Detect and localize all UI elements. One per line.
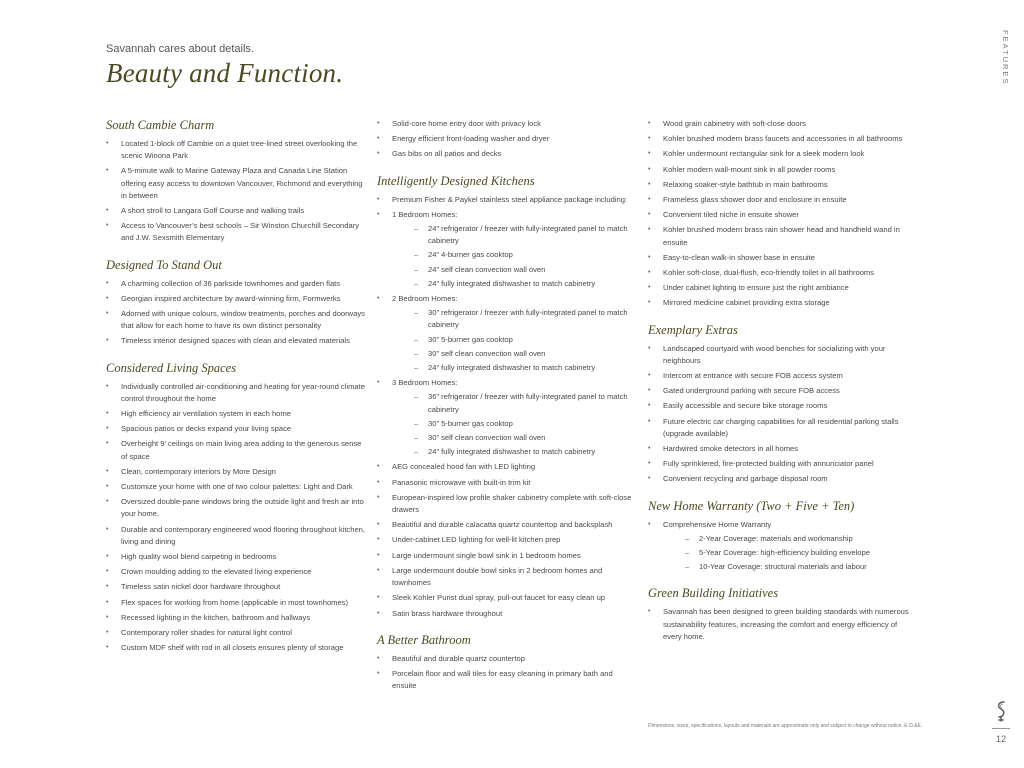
section-heading: Green Building Initiatives	[648, 586, 779, 601]
feature-item-text: 2 Bedroom Homes:	[392, 294, 458, 304]
feature-section	[106, 118, 366, 245]
feature-item	[106, 466, 366, 478]
feature-item-text: Mirrored medicine cabinet providing extra storage	[663, 298, 830, 308]
feature-item-text: Gas bibs on all patios and decks	[392, 149, 502, 159]
feature-item	[377, 653, 637, 665]
feature-item	[377, 461, 637, 473]
feature-item	[377, 565, 637, 589]
section-heading: Intelligently Designed Kitchens	[377, 173, 535, 188]
feature-subitem: – 24” refrigerator / freezer with fully-integrated panel to match cabinetry	[406, 223, 637, 247]
feature-item-text: Easily accessible and secure bike storage rooms	[663, 401, 828, 411]
feature-list	[648, 343, 910, 486]
feature-item	[648, 209, 910, 221]
feature-item-text: High quality wool blend carpeting in bedrooms	[121, 552, 277, 562]
feature-item	[106, 205, 366, 217]
feature-item	[106, 581, 366, 593]
feature-item-text: Hardwired smoke detectors in all homes	[663, 444, 799, 454]
feature-item-text: Beautiful and durable calacatta quartz countertop and backsplash	[392, 520, 613, 530]
feature-item-text: A charming collection of 36 parkside townhomes and garden flats	[121, 278, 341, 288]
feature-item	[377, 519, 637, 531]
feature-item-text: Relaxing soaker-style bathtub in main bathrooms	[663, 179, 828, 189]
feature-item	[377, 377, 637, 458]
feature-item	[648, 370, 910, 382]
feature-item-text: High efficiency air ventilation system in each home	[121, 409, 291, 419]
feature-item	[648, 385, 910, 397]
feature-section	[377, 118, 637, 161]
feature-item-text: Oversized double-pane windows bring the outside light and fresh air into your home.	[121, 497, 364, 519]
feature-item	[648, 224, 910, 248]
feature-section	[106, 361, 366, 655]
feature-item-text: Frameless glass shower door and enclosure in ensuite	[663, 195, 847, 205]
feature-subitem: – 24” fully integrated dishwasher to match cabinetry	[406, 278, 637, 290]
feature-item	[106, 408, 366, 420]
feature-subitem: – 24” self clean convection wall oven	[406, 264, 637, 276]
feature-item	[377, 550, 637, 562]
feature-item	[106, 138, 366, 162]
feature-section	[648, 118, 910, 310]
feature-item-text: Located 1-block off Cambie on a quiet tree-lined street overlooking the scenic Winona Park	[121, 139, 358, 161]
feature-item	[648, 606, 910, 643]
feature-item	[106, 220, 366, 244]
feature-sublist	[392, 223, 637, 290]
feature-item	[648, 473, 910, 485]
feature-item	[377, 209, 637, 290]
feature-list	[377, 653, 637, 693]
footnote: Dimensions, sizes, specifications, layouts and materials are approximate only and subject to change without notice. E.O.&E.	[648, 723, 923, 729]
feature-item-text: Customize your home with one of two colour palettes: Light and Dark	[121, 482, 353, 492]
feature-item-text: Kohler undermount rectangular sink for a sleek modern look	[663, 149, 865, 159]
feature-item	[377, 133, 637, 145]
feature-item-text: Under-cabinet LED lighting for well-lit kitchen prep	[392, 535, 561, 545]
feature-item	[648, 194, 910, 206]
feature-item-text: Gated underground parking with secure FOB access	[663, 386, 840, 396]
feature-item	[106, 293, 366, 305]
feature-item-text: Kohler soft-close, dual-flush, eco-friendly toilet in all bathrooms	[663, 268, 875, 278]
feature-list	[648, 519, 910, 574]
column-1	[106, 118, 366, 668]
feature-item-text: A 5-minute walk to Marine Gateway Plaza and Canada Line Station offering easy access to downtown Vancouver, Richmond and everything in between	[121, 166, 363, 200]
feature-item	[377, 477, 637, 489]
feature-subitem: – 30” self clean convection wall oven	[406, 348, 637, 360]
feature-item-text: Kohler brushed modern brass faucets and accessories in all bathrooms	[663, 134, 903, 144]
feature-item-text: Custom MDF shelf with rod in all closets ensures plenty of storage	[121, 643, 344, 653]
feature-item	[648, 519, 910, 574]
column-3	[648, 118, 910, 656]
feature-item	[106, 481, 366, 493]
feature-item-text: Crown moulding adding to the elevated living experience	[121, 567, 312, 577]
feature-item-text: Access to Vancouver’s best schools – Sir Winston Churchill Secondary and J.W. Sexsmith Elementary	[121, 221, 360, 243]
feature-item-text: Energy efficient front-loading washer and dryer	[392, 134, 550, 144]
feature-subitem: – 30” 5-burner gas cooktop	[406, 418, 637, 430]
feature-item	[106, 335, 366, 347]
savannah-monogram-icon	[994, 700, 1008, 722]
feature-item-text: 3 Bedroom Homes:	[392, 378, 458, 388]
section-heading: Designed To Stand Out	[106, 257, 222, 272]
feature-item	[106, 566, 366, 578]
page-number-divider	[992, 728, 1010, 729]
feature-sublist	[663, 533, 910, 574]
feature-item	[106, 438, 366, 462]
feature-list	[106, 138, 366, 245]
feature-item-text: Kohler modern wall-mount sink in all powder rooms	[663, 164, 836, 174]
feature-item	[106, 642, 366, 654]
feature-item	[106, 278, 366, 290]
feature-item-text: A short stroll to Langara Golf Course and walking trails	[121, 206, 305, 216]
feature-list	[377, 118, 637, 161]
feature-item-text: Durable and contemporary engineered wood flooring throughout kitchen, living and dining	[121, 524, 366, 546]
feature-sublist	[392, 307, 637, 374]
feature-item	[648, 252, 910, 264]
feature-item-text: Flex spaces for working from home (applicable in most townhomes)	[121, 597, 349, 607]
feature-section	[648, 323, 910, 486]
feature-item-text: Premium Fisher & Paykel stainless steel appliance package including:	[392, 194, 628, 204]
feature-item	[648, 343, 910, 367]
feature-item-text: AEG concealed hood fan with LED lighting	[392, 462, 536, 472]
section-heading: Considered Living Spaces	[106, 360, 237, 375]
feature-list	[106, 381, 366, 655]
side-label: FEATURES	[1001, 30, 1010, 86]
feature-item-text: Easy-to-clean walk-in shower base in ensuite	[663, 252, 815, 262]
feature-item-text: Satin brass hardware throughout	[392, 608, 503, 618]
feature-section	[377, 174, 637, 620]
feature-section	[648, 586, 910, 643]
feature-item-text: Convenient tiled niche in ensuite shower	[663, 210, 799, 220]
feature-item	[648, 400, 910, 412]
feature-item-text: Large undermount single bowl sink in 1 bedroom homes	[392, 550, 581, 560]
feature-item-text: Under cabinet lighting to ensure just the right ambiance	[663, 283, 849, 293]
feature-item	[648, 179, 910, 191]
feature-item-text: Kohler brushed modern brass rain shower head and handheld wand in ensuite	[663, 225, 900, 247]
feature-subitem: – 24” fully integrated dishwasher to match cabinetry	[406, 362, 637, 374]
feature-subitem: – 10-Year Coverage: structural materials and labour	[677, 561, 910, 573]
feature-item-text: Adorned with unique colours, window treatments, porches and doorways that allow for each home to have its own distinct personality	[121, 309, 365, 331]
section-heading: A Better Bathroom	[377, 632, 471, 647]
feature-item	[648, 118, 910, 130]
feature-item-text: Intercom at entrance with secure FOB access system	[663, 371, 843, 381]
feature-list	[648, 606, 910, 643]
feature-item	[377, 118, 637, 130]
section-heading: Exemplary Extras	[648, 322, 738, 337]
feature-subitem: – 2-Year Coverage: materials and workmanship	[677, 533, 910, 545]
feature-item	[106, 381, 366, 405]
feature-sublist	[392, 391, 637, 458]
feature-item-text: Spacious patios or decks expand your living space	[121, 424, 292, 434]
feature-subitem: – 24” 4-burner gas cooktop	[406, 249, 637, 261]
feature-item-text: Fully sprinklered, fire-protected building with annunciator panel	[663, 459, 874, 469]
feature-item-text: Convenient recycling and garbage disposal room	[663, 474, 828, 484]
feature-item-text: Recessed lighting in the kitchen, bathroom and hallways	[121, 612, 311, 622]
feature-item-text: Panasonic microwave with built-in trim kit	[392, 477, 531, 487]
column-2	[377, 118, 637, 705]
feature-item	[648, 267, 910, 279]
feature-item	[106, 524, 366, 548]
feature-item-text: Contemporary roller shades for natural light control	[121, 628, 292, 638]
feature-item	[377, 492, 637, 516]
feature-item-text: Future electric car charging capabilities for all residential parking stalls (upgrade available)	[663, 416, 899, 438]
feature-item	[377, 534, 637, 546]
intro-text: Savannah cares about details.	[106, 43, 254, 55]
feature-item-text: Individually controlled air-conditioning and heating for year-round climate control throughout the home	[121, 381, 365, 403]
feature-subitem: – 5-Year Coverage: high-efficiency building envelope	[677, 547, 910, 559]
feature-section	[106, 258, 366, 348]
feature-item-text: Timeless interior designed spaces with clean and elevated materials	[121, 336, 350, 346]
section-heading: South Cambie Charm	[106, 118, 215, 132]
feature-item-text: Large undermount double bowl sinks in 2 bedroom homes and townhomes	[392, 565, 603, 588]
feature-section	[377, 633, 637, 693]
feature-subitem: – 30” self clean convection wall oven	[406, 432, 637, 444]
feature-item	[106, 551, 366, 563]
feature-item	[106, 597, 366, 609]
feature-item-text: Landscaped courtyard with wood benches for socializing with your neighbours	[663, 343, 886, 365]
feature-item	[648, 164, 910, 176]
feature-item	[648, 133, 910, 145]
feature-item-text: Overheight 9’ ceilings on main living area adding to the generous sense of space	[121, 439, 362, 461]
feature-item	[377, 592, 637, 604]
feature-subitem: – 24” fully integrated dishwasher to match cabinetry	[406, 446, 637, 458]
section-heading: New Home Warranty (Two + Five + Ten)	[648, 498, 855, 513]
feature-section	[648, 499, 910, 574]
feature-item	[377, 148, 637, 160]
feature-subitem: – 36” refrigerator / freezer with fully-integrated panel to match cabinetry	[406, 391, 637, 415]
feature-item	[377, 668, 637, 692]
page-title: Beauty and Function.	[106, 58, 344, 88]
feature-item	[377, 293, 637, 374]
feature-item-text: Savannah has been designed to green building standards with numerous sustainability features, increasing the comfort and energy efficiency of every home.	[663, 607, 909, 641]
feature-list	[648, 118, 910, 310]
feature-item	[377, 608, 637, 620]
feature-item	[648, 443, 910, 455]
feature-item	[106, 423, 366, 435]
page-number: 12	[996, 734, 1007, 744]
feature-item-text: Solid-core home entry door with privacy lock	[392, 119, 541, 128]
feature-item	[106, 165, 366, 202]
feature-item	[106, 612, 366, 624]
feature-item	[648, 148, 910, 160]
feature-item	[648, 416, 910, 440]
feature-item-text: Georgian inspired architecture by award-winning firm, Formwerks	[121, 293, 341, 303]
feature-item-text: Beautiful and durable quartz countertop	[392, 653, 525, 663]
feature-item-text: Wood grain cabinetry with soft-close doors	[663, 119, 806, 128]
feature-list	[377, 194, 637, 620]
feature-item-text: Comprehensive Home Warranty	[663, 519, 772, 529]
feature-item	[106, 627, 366, 639]
feature-item-text: Clean, contemporary interiors by More Design	[121, 466, 276, 476]
feature-item	[106, 308, 366, 332]
feature-item	[648, 282, 910, 294]
feature-item-text: Porcelain floor and wall tiles for easy cleaning in primary bath and ensuite	[392, 668, 613, 691]
feature-subitem: – 30” 5-burner gas cooktop	[406, 334, 637, 346]
feature-item	[106, 496, 366, 520]
feature-item-text: 1 Bedroom Homes:	[392, 209, 458, 219]
feature-list	[106, 278, 366, 348]
feature-item	[648, 297, 910, 309]
feature-subitem: – 30” refrigerator / freezer with fully-integrated panel to match cabinetry	[406, 307, 637, 331]
feature-item-text: Timeless satin nickel door hardware throughout	[121, 582, 281, 592]
feature-item	[648, 458, 910, 470]
feature-item-text: European-inspired low profile shaker cabinetry complete with soft-close drawers	[392, 492, 632, 515]
feature-item-text: Sleek Kohler Purist dual spray, pull-out faucet for easy clean up	[392, 593, 606, 603]
feature-item	[377, 194, 637, 206]
